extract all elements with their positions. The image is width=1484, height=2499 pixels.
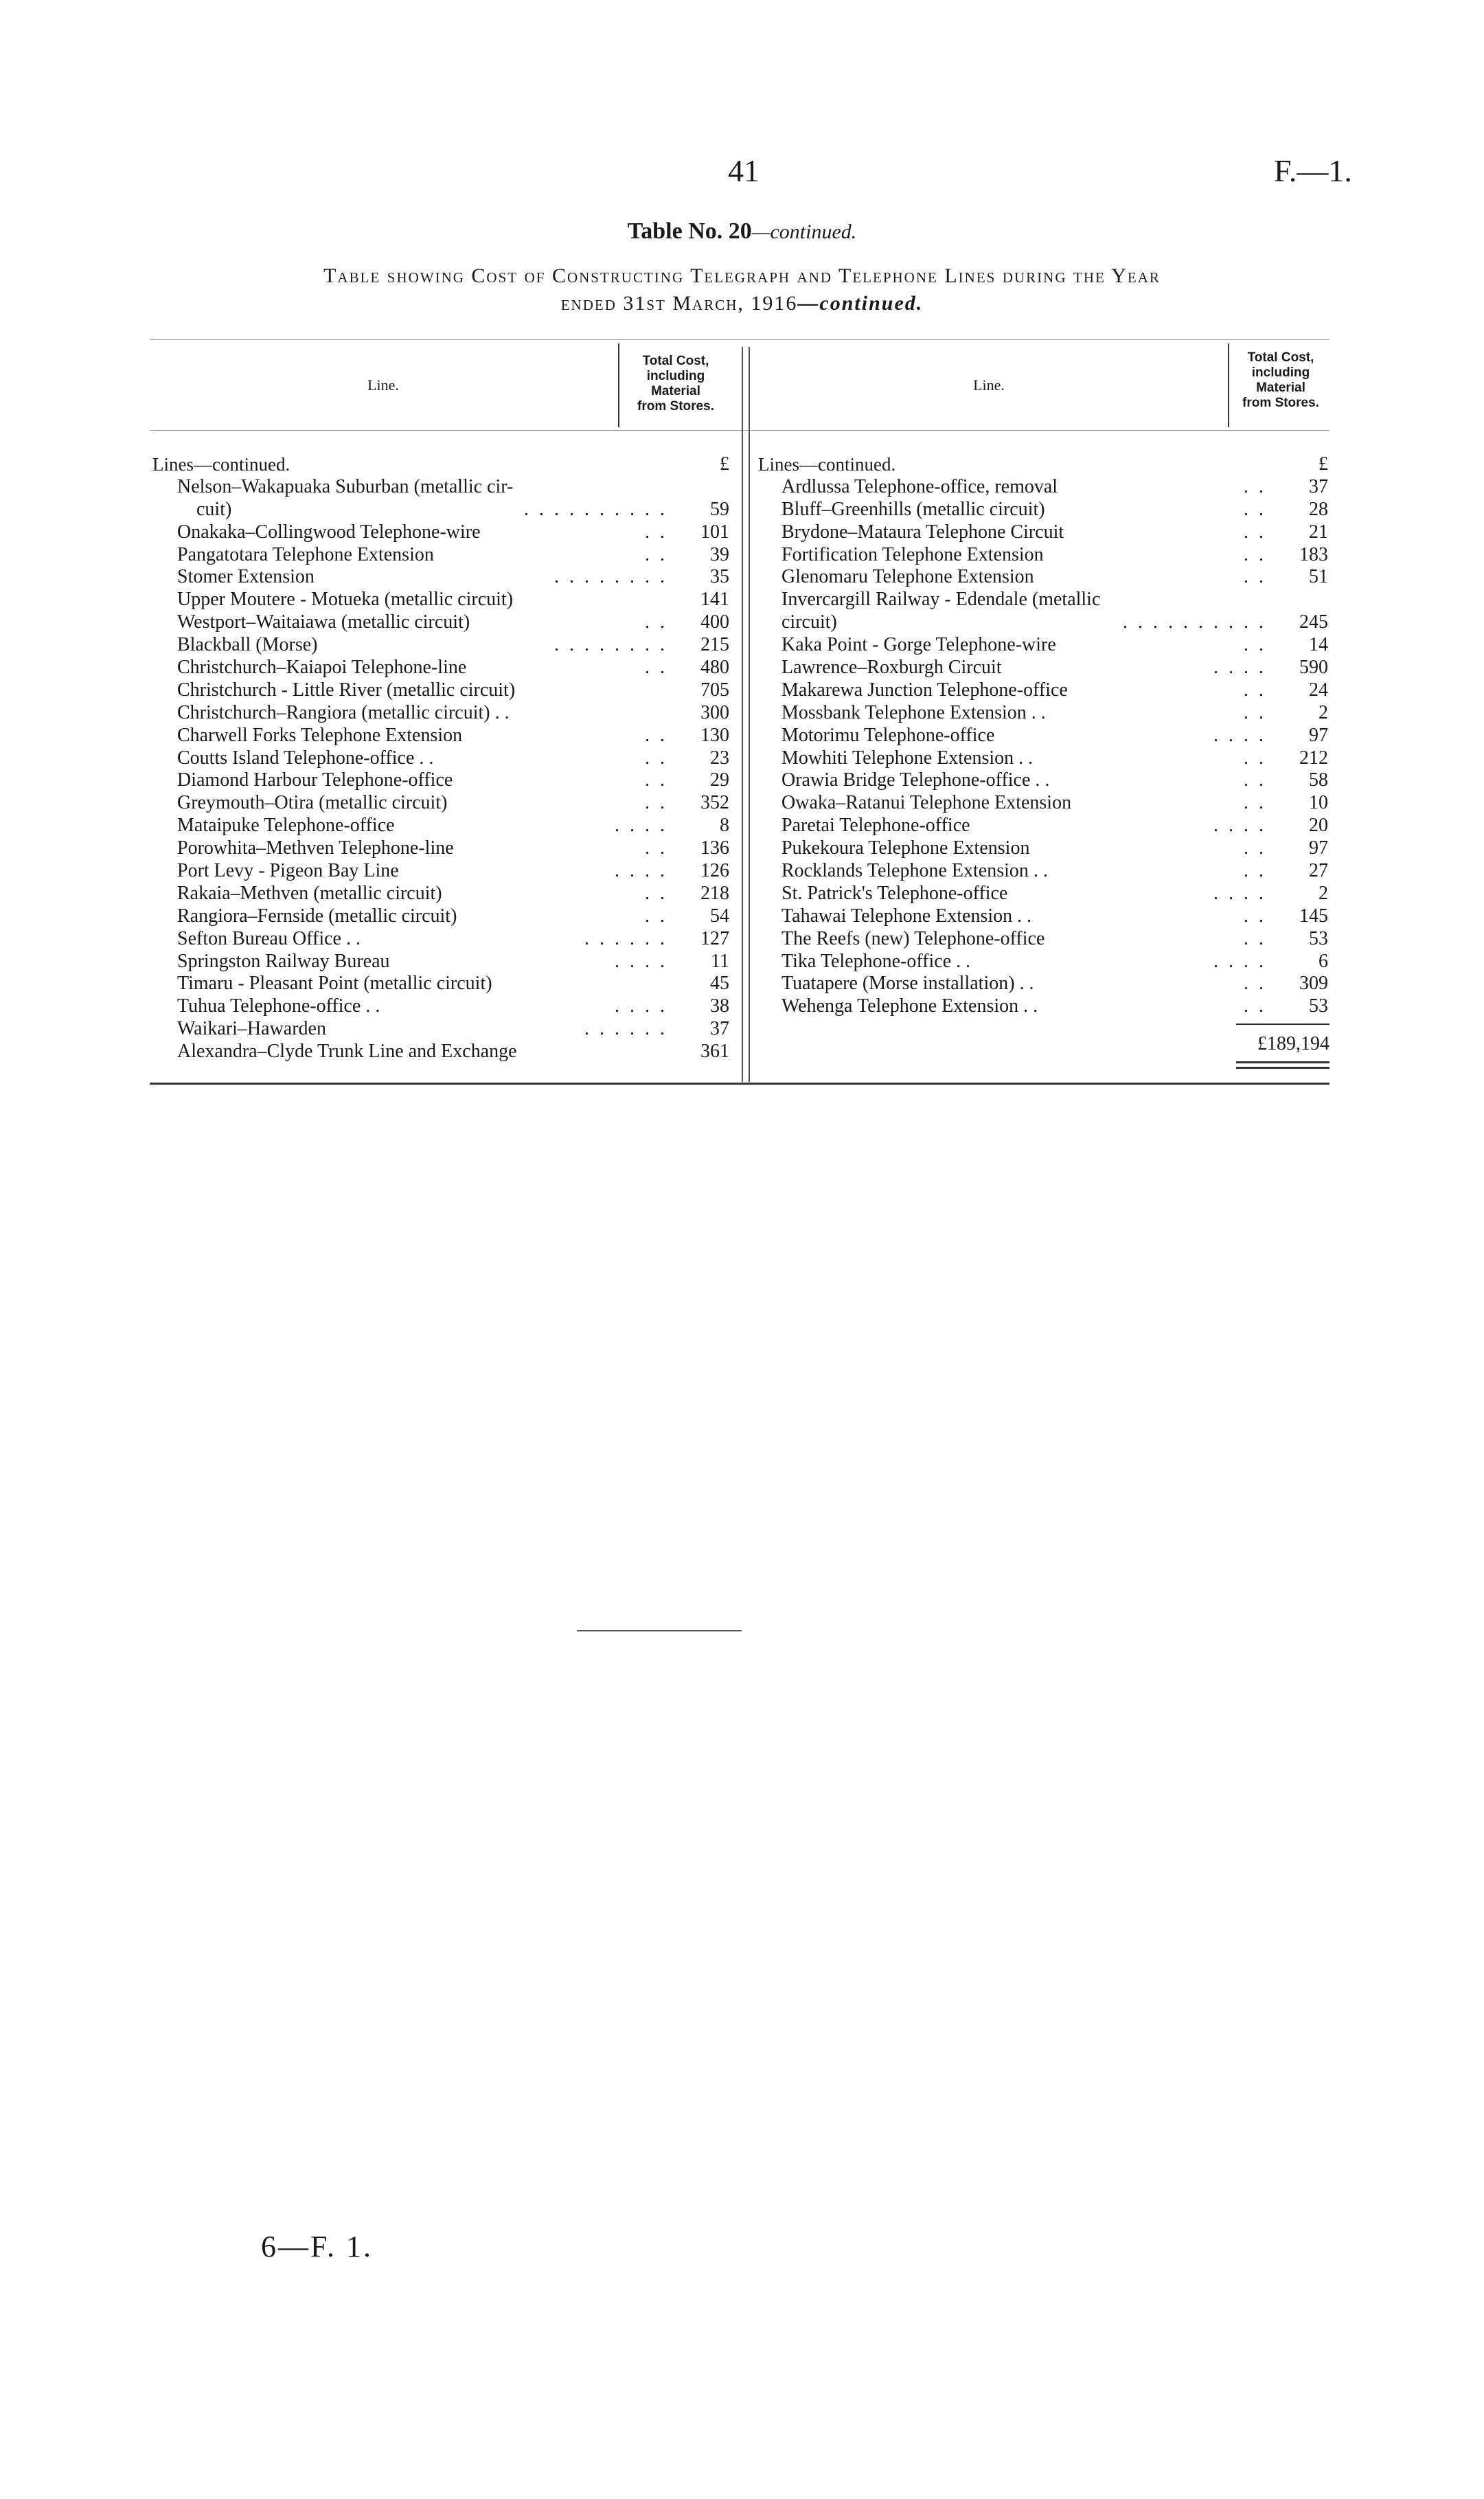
cost-header-line: including <box>1251 365 1310 380</box>
leader-dots: . . <box>1244 634 1266 656</box>
line-name: Upper Moutere - Motueka (metallic circuit) <box>177 589 514 611</box>
line-name: Motorimu Telephone-office <box>781 724 995 746</box>
table-row <box>152 883 729 905</box>
line-name: Mowhiti Telephone Extension . . <box>781 747 1034 769</box>
cost-value: 11 <box>711 950 729 972</box>
grand-total: £189,194 <box>1257 1033 1329 1054</box>
leader-dots: . . <box>645 521 667 543</box>
leader-dots: . . . . <box>1213 882 1266 904</box>
footer-code: 6—F. 1. <box>261 2230 373 2263</box>
cost-value: 20 <box>1309 815 1328 837</box>
end-rule <box>577 1630 742 1631</box>
cost-value: 53 <box>1309 927 1328 949</box>
line-name: Mataipuke Telephone-office <box>177 815 395 837</box>
cost-value: 130 <box>700 724 729 746</box>
line-name: Pukekoura Telephone Extension <box>781 837 1030 859</box>
right-rows <box>758 476 1328 1018</box>
cost-value: 126 <box>700 860 729 882</box>
leader-dots: . . <box>645 543 667 565</box>
leader-dots: . . . . . . <box>584 927 667 949</box>
right-cost-divider <box>1228 343 1229 427</box>
leader-dots: . . <box>1244 860 1266 882</box>
left-cost-divider <box>618 343 619 427</box>
line-name: St. Patrick's Telephone-office <box>781 882 1008 904</box>
table-row <box>758 905 1328 928</box>
line-name: Christchurch–Rangiora (metallic circuit) . . <box>177 701 510 723</box>
table-row <box>758 973 1328 995</box>
right-cost-header <box>1231 350 1331 411</box>
cost-value: 51 <box>1309 566 1328 588</box>
cost-value: 361 <box>700 1041 729 1063</box>
table-row <box>758 837 1328 860</box>
table-row <box>152 544 729 567</box>
left-line-header: Line. <box>367 376 399 394</box>
cost-value: 23 <box>710 747 729 769</box>
leader-dots: . . <box>1244 927 1266 949</box>
line-name: Brydone–Mataura Telephone Circuit <box>781 521 1064 543</box>
leader-dots: . . . . . . . . . . <box>1123 611 1266 633</box>
table-row <box>758 792 1328 815</box>
cost-header-line: from Stores. <box>637 399 714 414</box>
caption-line-2-continued: —continued. <box>797 292 924 315</box>
line-name: Timaru - Pleasant Point (metallic circuit) <box>177 973 492 995</box>
leader-dots: . . <box>645 769 667 791</box>
leader-dots: . . <box>645 882 667 904</box>
leader-dots: . . <box>1244 973 1266 995</box>
left-cost-header <box>621 354 731 414</box>
table-row <box>152 657 729 679</box>
cost-value: 352 <box>700 792 729 814</box>
line-name: Fortification Telephone Extension <box>781 543 1044 565</box>
leader-dots: . . . . . . . . <box>554 566 667 588</box>
cost-value: 38 <box>710 995 729 1017</box>
table-row <box>152 589 729 611</box>
cost-value: 400 <box>700 611 729 633</box>
leader-dots: . . <box>1244 792 1266 814</box>
line-name: Charwell Forks Telephone Extension <box>177 724 463 746</box>
table-row <box>152 951 729 973</box>
leader-dots: . . . . <box>615 860 667 882</box>
table-row <box>152 611 729 634</box>
section-heading-row <box>152 453 729 476</box>
cost-header-line: from Stores. <box>1242 396 1319 410</box>
leader-dots: . . . . <box>615 815 667 837</box>
right-line-header: Line. <box>973 376 1005 394</box>
line-name: Paretai Telephone-office <box>781 815 970 837</box>
cost-header-line: Total Cost, <box>1247 350 1314 365</box>
cost-value: 54 <box>710 905 729 927</box>
cost-value: 37 <box>1309 475 1328 497</box>
line-name: Mossbank Telephone Extension . . <box>781 701 1046 723</box>
table-row <box>758 747 1328 770</box>
table-row <box>152 792 729 815</box>
line-name: Sefton Bureau Office . . <box>177 927 361 949</box>
cost-value: 28 <box>1309 498 1328 520</box>
cost-value: 97 <box>1309 724 1328 746</box>
table-row <box>152 1041 729 1063</box>
cost-header-line: including <box>646 369 705 383</box>
table-row <box>758 995 1328 1018</box>
line-name: Tika Telephone-office . . <box>781 950 971 972</box>
table-row <box>758 815 1328 837</box>
table-row <box>152 973 729 995</box>
table-row <box>152 995 729 1018</box>
cost-value: 29 <box>710 769 729 791</box>
table-row <box>152 679 729 702</box>
table-row <box>152 1018 729 1041</box>
total-top-rule <box>1236 1024 1329 1025</box>
line-name: Wehenga Telephone Extension . . <box>781 995 1038 1017</box>
cost-value: 127 <box>700 927 729 949</box>
leader-dots: . . . . <box>1213 815 1266 837</box>
leader-dots: . . <box>645 657 667 679</box>
cost-value: 145 <box>1299 905 1328 927</box>
leader-dots: . . <box>645 905 667 927</box>
line-name: Invercargill Railway - Edendale (metallic <box>781 589 1101 611</box>
line-name: Makarewa Junction Telephone-office <box>781 679 1068 701</box>
table-row <box>152 521 729 544</box>
leader-dots: . . <box>1244 679 1266 701</box>
line-name: Greymouth–Otira (metallic circuit) <box>177 792 448 814</box>
leader-dots: . . <box>1244 769 1266 791</box>
left-rows <box>152 476 729 1063</box>
cost-value: 37 <box>710 1018 729 1040</box>
cost-value: 309 <box>1299 973 1328 995</box>
leader-dots: . . <box>645 792 667 814</box>
section-heading: Lines—continued. <box>758 454 896 475</box>
table-row <box>152 499 729 521</box>
table-row <box>758 611 1328 634</box>
cost-value: 141 <box>700 589 729 611</box>
line-name: Tahawai Telephone Extension . . <box>781 905 1032 927</box>
cost-value: 97 <box>1309 837 1328 859</box>
leader-dots: . . <box>645 747 667 769</box>
cost-value: 35 <box>710 566 729 588</box>
page-number: 41 <box>728 153 760 188</box>
cost-header-line: Total Cost, <box>642 354 709 368</box>
leader-dots: . . <box>1244 995 1266 1017</box>
table-row <box>758 476 1328 499</box>
currency-symbol: £ <box>1319 453 1328 475</box>
total-double-rule-2 <box>1236 1067 1329 1069</box>
table-row <box>758 883 1328 905</box>
cost-value: 300 <box>700 701 729 723</box>
cost-value: 39 <box>710 543 729 565</box>
table-row <box>152 928 729 951</box>
cost-header-line: Material <box>1256 381 1305 395</box>
cost-value: 705 <box>700 679 729 701</box>
cost-value: 14 <box>1309 634 1328 656</box>
table-caption-line-2 <box>0 292 1484 315</box>
table-row <box>758 928 1328 951</box>
table-row <box>152 634 729 657</box>
table-row <box>758 657 1328 679</box>
table-bottom-rule <box>150 1083 1329 1085</box>
line-name: Springston Railway Bureau <box>177 950 390 972</box>
line-name: Westport–Waitaiawa (metallic circuit) <box>177 611 470 633</box>
table-row <box>152 769 729 792</box>
leader-dots: . . . . <box>615 950 667 972</box>
table-row <box>152 747 729 770</box>
cost-value: 590 <box>1299 657 1328 679</box>
table-row <box>152 815 729 837</box>
leader-dots: . . <box>1244 905 1266 927</box>
table-row <box>758 951 1328 973</box>
line-name: Rangiora–Fernside (metallic circuit) <box>177 905 457 927</box>
line-name: Christchurch - Little River (metallic circuit) <box>177 679 516 701</box>
table-row <box>758 725 1328 747</box>
table-row <box>152 837 729 860</box>
cost-value: 21 <box>1309 521 1328 543</box>
line-name: Coutts Island Telephone-office . . <box>177 747 434 769</box>
table-row <box>152 905 729 928</box>
center-divider-a <box>742 347 743 1082</box>
line-name: Onakaka–Collingwood Telephone-wire <box>177 521 481 543</box>
leader-dots: . . <box>645 837 667 859</box>
table-row <box>152 566 729 589</box>
line-name: Tuatapere (Morse installation) . . <box>781 973 1034 995</box>
line-name: Tuhua Telephone-office . . <box>177 995 380 1017</box>
table-title-continued: —continued. <box>751 220 857 243</box>
line-name: Port Levy - Pigeon Bay Line <box>177 860 399 882</box>
table-row <box>758 702 1328 725</box>
leader-dots: . . <box>1244 747 1266 769</box>
table-row <box>152 476 729 499</box>
document-code: F.—1. <box>1274 153 1352 188</box>
section-heading: Lines—continued. <box>152 454 290 475</box>
leader-dots: . . <box>1244 521 1266 543</box>
line-name: Stomer Extension <box>177 566 315 588</box>
leader-dots: . . . . <box>1213 950 1266 972</box>
table-row <box>758 499 1328 521</box>
cost-value: 53 <box>1309 995 1328 1017</box>
table-row <box>758 589 1328 611</box>
cost-value: 212 <box>1299 747 1328 769</box>
leader-dots: . . . . <box>615 995 667 1017</box>
table-row <box>758 634 1328 657</box>
leader-dots: . . . . <box>1213 724 1266 746</box>
line-name: Diamond Harbour Telephone-office <box>177 769 453 791</box>
line-name: Orawia Bridge Telephone-office . . <box>781 769 1050 791</box>
left-table-column <box>152 453 729 1063</box>
cost-value: 10 <box>1309 792 1328 814</box>
leader-dots: . . <box>1244 475 1266 497</box>
line-name: Rocklands Telephone Extension . . <box>781 860 1048 882</box>
leader-dots: . . . . . . <box>584 1018 667 1040</box>
line-name: Kaka Point - Gorge Telephone-wire <box>781 634 1056 656</box>
table-row <box>758 544 1328 567</box>
table-title <box>0 218 1484 245</box>
line-name: Glenomaru Telephone Extension <box>781 566 1034 588</box>
cost-value: 24 <box>1309 679 1328 701</box>
table-caption-line-1: Table showing Cost of Constructing Telegraph and Telephone Lines during the Year <box>323 264 1161 287</box>
cost-value: 8 <box>720 815 729 837</box>
leader-dots: . . . . . . . . . . <box>524 498 667 520</box>
cost-value: 58 <box>1309 769 1328 791</box>
leader-dots: . . <box>1244 701 1266 723</box>
center-divider-b <box>749 347 750 1082</box>
leader-dots: . . <box>1244 498 1266 520</box>
cost-value: 59 <box>710 498 729 520</box>
cost-value: 215 <box>700 634 729 656</box>
table-row <box>152 702 729 725</box>
cost-value: 27 <box>1309 860 1328 882</box>
table-top-rule <box>150 339 1329 340</box>
line-name: Ardlussa Telephone-office, removal <box>781 475 1058 497</box>
line-name: Owaka–Ratanui Telephone Extension <box>781 792 1072 814</box>
leader-dots: . . . . . . . . <box>554 634 667 656</box>
table-row <box>758 769 1328 792</box>
caption-line-2-main: ended 31st March, 1916 <box>560 292 798 315</box>
cost-value: 2 <box>1319 701 1328 723</box>
table-row <box>758 860 1328 883</box>
cost-value: 45 <box>710 973 729 995</box>
cost-value: 101 <box>700 521 729 543</box>
line-name: cuit) <box>196 498 232 520</box>
line-name: Porowhita–Methven Telephone-line <box>177 837 454 859</box>
line-name: Christchurch–Kaiapoi Telephone-line <box>177 657 467 679</box>
right-table-column <box>758 453 1328 1018</box>
currency-symbol: £ <box>720 453 729 475</box>
cost-value: 136 <box>700 837 729 859</box>
section-heading-row <box>758 453 1328 476</box>
line-name: Bluff–Greenhills (metallic circuit) <box>781 498 1045 520</box>
cost-value: 480 <box>700 657 729 679</box>
line-name: Pangatotara Telephone Extension <box>177 543 434 565</box>
line-name: Blackball (Morse) <box>177 634 318 656</box>
leader-dots: . . <box>1244 837 1266 859</box>
table-row <box>152 860 729 883</box>
line-name: Lawrence–Roxburgh Circuit <box>781 657 1002 679</box>
cost-value: 218 <box>700 882 729 904</box>
leader-dots: . . <box>1244 543 1266 565</box>
table-row <box>758 521 1328 544</box>
line-name: Waikari–Hawarden <box>177 1018 326 1040</box>
cost-value: 6 <box>1319 950 1328 972</box>
line-name: circuit) <box>781 611 837 633</box>
header-bottom-rule <box>150 430 1329 431</box>
line-name: The Reefs (new) Telephone-office <box>781 927 1045 949</box>
table-row <box>758 679 1328 702</box>
leader-dots: . . <box>1244 566 1266 588</box>
cost-value: 2 <box>1319 882 1328 904</box>
line-name: Rakaia–Methven (metallic circuit) <box>177 882 442 904</box>
table-row <box>758 566 1328 589</box>
leader-dots: . . <box>645 724 667 746</box>
total-double-rule-1 <box>1236 1061 1329 1063</box>
cost-value: 245 <box>1299 611 1328 633</box>
table-title-main: Table No. 20 <box>627 218 752 244</box>
line-name: Alexandra–Clyde Trunk Line and Exchange <box>177 1041 517 1063</box>
cost-value: 183 <box>1299 543 1328 565</box>
leader-dots: . . . . <box>1213 657 1266 679</box>
line-name: Nelson–Wakapuaka Suburban (metallic cir- <box>177 475 514 497</box>
cost-header-line: Material <box>651 384 700 398</box>
table-row <box>152 725 729 747</box>
leader-dots: . . <box>645 611 667 633</box>
